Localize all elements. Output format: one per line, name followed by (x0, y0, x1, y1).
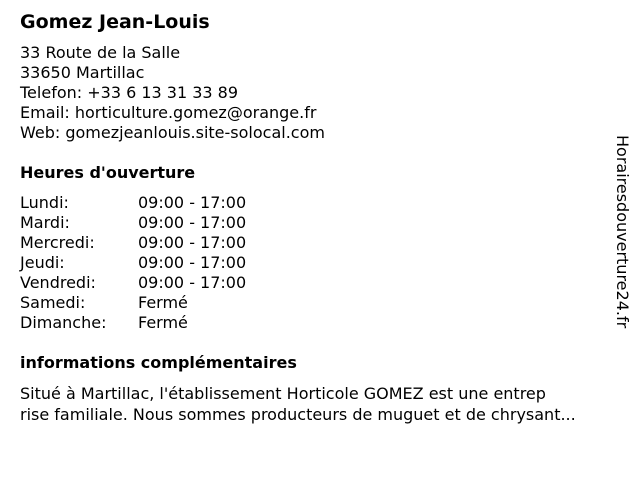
hours-row-saturday (20, 293, 320, 313)
address-line-street: 33 Route de la Salle (20, 43, 181, 62)
hours-value: 09:00 - 17:00 (138, 213, 247, 232)
day-label: Dimanche: (20, 313, 107, 332)
hours-row-friday (20, 273, 320, 293)
additional-info-title: informations complémentaires (20, 353, 297, 372)
day-label: Jeudi: (20, 253, 65, 272)
hours-value: 09:00 - 17:00 (138, 273, 247, 292)
opening-hours-table (20, 193, 320, 333)
additional-info-text (20, 383, 620, 425)
hours-row-sunday (20, 313, 320, 333)
hours-row-monday (20, 193, 320, 213)
phone-line[interactable]: Telefon: +33 6 13 31 33 89 (20, 83, 239, 102)
hours-value: 09:00 - 17:00 (138, 253, 247, 272)
hours-value: Fermé (138, 313, 188, 332)
additional-info-line: rise familiale. Nous sommes producteurs de muguet et de chrysant... (20, 405, 576, 424)
hours-value: 09:00 - 17:00 (138, 233, 247, 252)
day-label: Mercredi: (20, 233, 95, 252)
hours-row-tuesday (20, 213, 320, 233)
hours-value: Fermé (138, 293, 188, 312)
email-line[interactable]: Email: horticulture.gomez@orange.fr (20, 103, 317, 122)
contact-block (20, 43, 325, 143)
day-label: Samedi: (20, 293, 86, 312)
site-watermark: Horairesdouverture24.fr (613, 135, 632, 329)
hours-row-wednesday (20, 233, 320, 253)
hours-value: 09:00 - 17:00 (138, 193, 247, 212)
day-label: Mardi: (20, 213, 70, 232)
day-label: Lundi: (20, 193, 69, 212)
opening-hours-title: Heures d'ouverture (20, 163, 196, 182)
web-line[interactable]: Web: gomezjeanlouis.site-solocal.com (20, 123, 325, 142)
address-line-city: 33650 Martillac (20, 63, 145, 82)
additional-info-line: Situé à Martillac, l'établissement Horticole GOMEZ est une entrep (20, 384, 546, 403)
business-name: Gomez Jean-Louis (20, 11, 210, 33)
hours-row-thursday (20, 253, 320, 273)
day-label: Vendredi: (20, 273, 96, 292)
